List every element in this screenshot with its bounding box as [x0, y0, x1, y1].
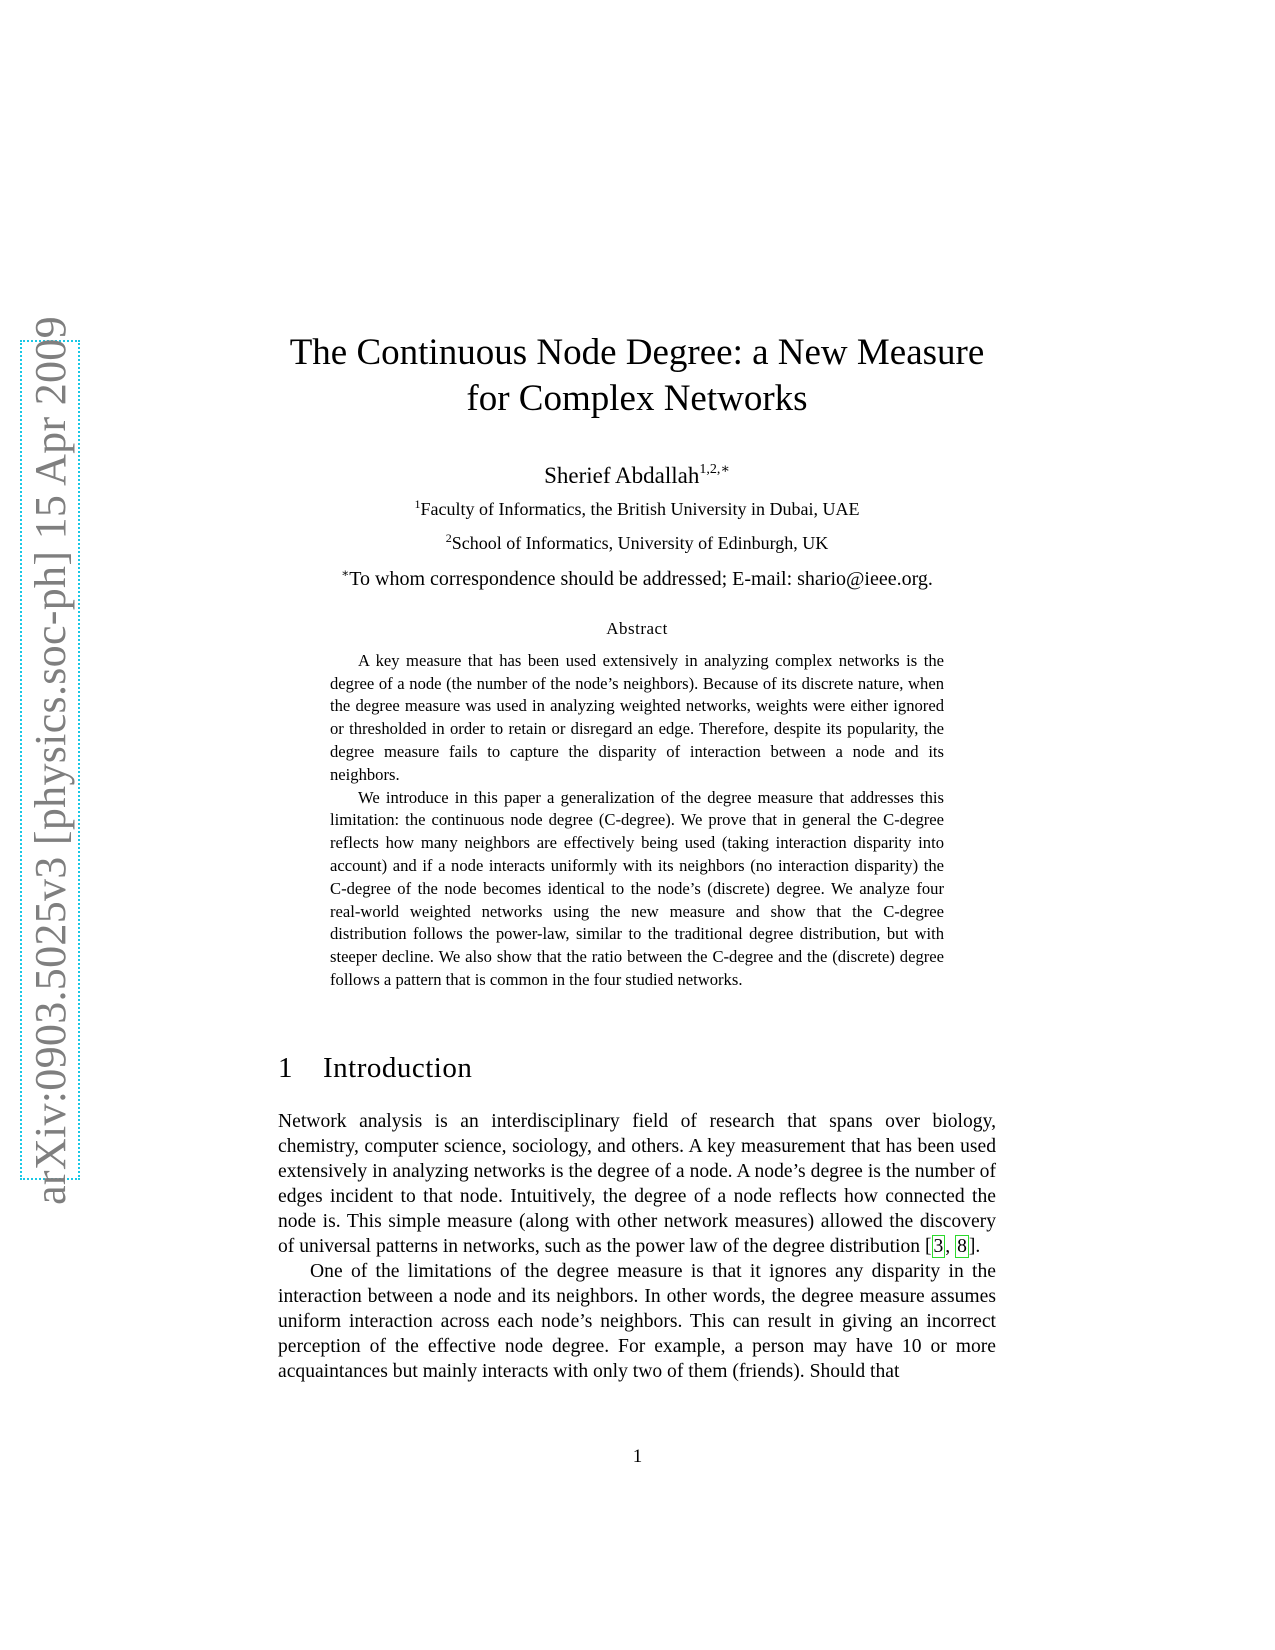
- affiliation-1-text: Faculty of Informatics, the British University in Dubai, UAE: [420, 499, 860, 519]
- author-line: [277, 456, 997, 490]
- section-heading: [278, 1052, 996, 1085]
- intro-paragraph-2: One of the limitations of the degree measure is that it ignores any disparity in the interaction between a node and its neighbors. In other words, the degree measure assumes uniform interaction across each node’s neighbors. This can result in giving an incorrect perception of the effective node degree. For example, a person may have 10 or more acquaintances but mainly interacts with only two of them (friends). Should that: [278, 1261, 996, 1382]
- title-line-2: for Complex Networks: [466, 378, 808, 419]
- citation-separator: ,: [945, 1236, 956, 1257]
- title-line-1: The Continuous Node Degree: a New Measure: [289, 332, 985, 373]
- citation-link-8[interactable]: 8: [957, 1236, 967, 1257]
- section-number: 1: [278, 1052, 293, 1084]
- abstract-paragraph-2: We introduce in this paper a generalization of the degree measure that addresses this limitation: the continuous node degree (C-degree). We prove that in general the C-degree reflects how many neighbors are effectively being used (taking interaction disparity into account) and if a node interacts uniformly with its neighbors (no interaction disparity) the C-degree of the node becomes identical to the node’s (discrete) degree. We analyze four real-world weighted networks using the new measure and show that the C-degree distribution follows the power-law, similar to the traditional degree distribution, but with steeper decline. We also show that the ratio between the C-degree and the (discrete) degree follows a pattern that is common in the four studied networks.: [330, 787, 944, 989]
- affiliation-1: [277, 490, 997, 524]
- page-number: 1: [632, 1446, 643, 1467]
- affiliation-2-text: School of Informatics, University of Edinburgh, UK: [451, 533, 829, 553]
- section-title: Introduction: [323, 1052, 473, 1084]
- abstract: [330, 618, 944, 992]
- affiliation-1-mark: 1: [414, 497, 421, 511]
- affiliation-2-mark: 2: [445, 531, 452, 545]
- author-name: Sherief Abdallah: [544, 463, 700, 488]
- intro-paragraph-1: [278, 1109, 996, 1259]
- correspondence-text: To whom correspondence should be addressed; E-mail: shario@ieee.org.: [349, 568, 933, 590]
- abstract-paragraph-1: A key measure that has been used extensively in analyzing complex networks is the degree of a node (the number of the node’s neighbors). Because of its discrete nature, when the degree measure was used in analyzing weighted networks, weights were either ignored or thresholded in order to retain or disregard an edge. Therefore, despite its popularity, the degree measure fails to capture the disparity of interaction between a node and its neighbors.: [330, 650, 944, 784]
- correspondence-line: [277, 558, 997, 594]
- arxiv-stamp: [20, 315, 80, 1205]
- arxiv-stamp-text: arXiv:0903.5025v3 [physics.soc-ph] 15 Apr 2009: [25, 315, 75, 1205]
- abstract-heading: Abstract: [606, 619, 668, 638]
- correspondence-mark: ∗: [341, 566, 350, 580]
- author-marks: 1,2,∗: [699, 462, 730, 477]
- intro-paragraph-1-text: Network analysis is an interdisciplinary field of research that spans over biology, chemistry, computer science, sociology, and others. A key measurement that has been used extensively in analyzing networks is the degree of a node. A node’s degree is the number of edges incident to that node. Intuitively, the degree of a node reflects how connected the node is. This simple measure (along with other network measures) allowed the discovery of universal patterns in networks, such as the power law of the degree distribution [: [278, 1111, 996, 1257]
- citation-link-3[interactable]: 3: [933, 1236, 944, 1257]
- affiliation-2: [277, 524, 997, 558]
- paper-title: [277, 330, 997, 422]
- intro-paragraph-1-end: ].: [968, 1236, 981, 1257]
- title-block: [277, 330, 997, 594]
- section-introduction: [278, 1052, 996, 1384]
